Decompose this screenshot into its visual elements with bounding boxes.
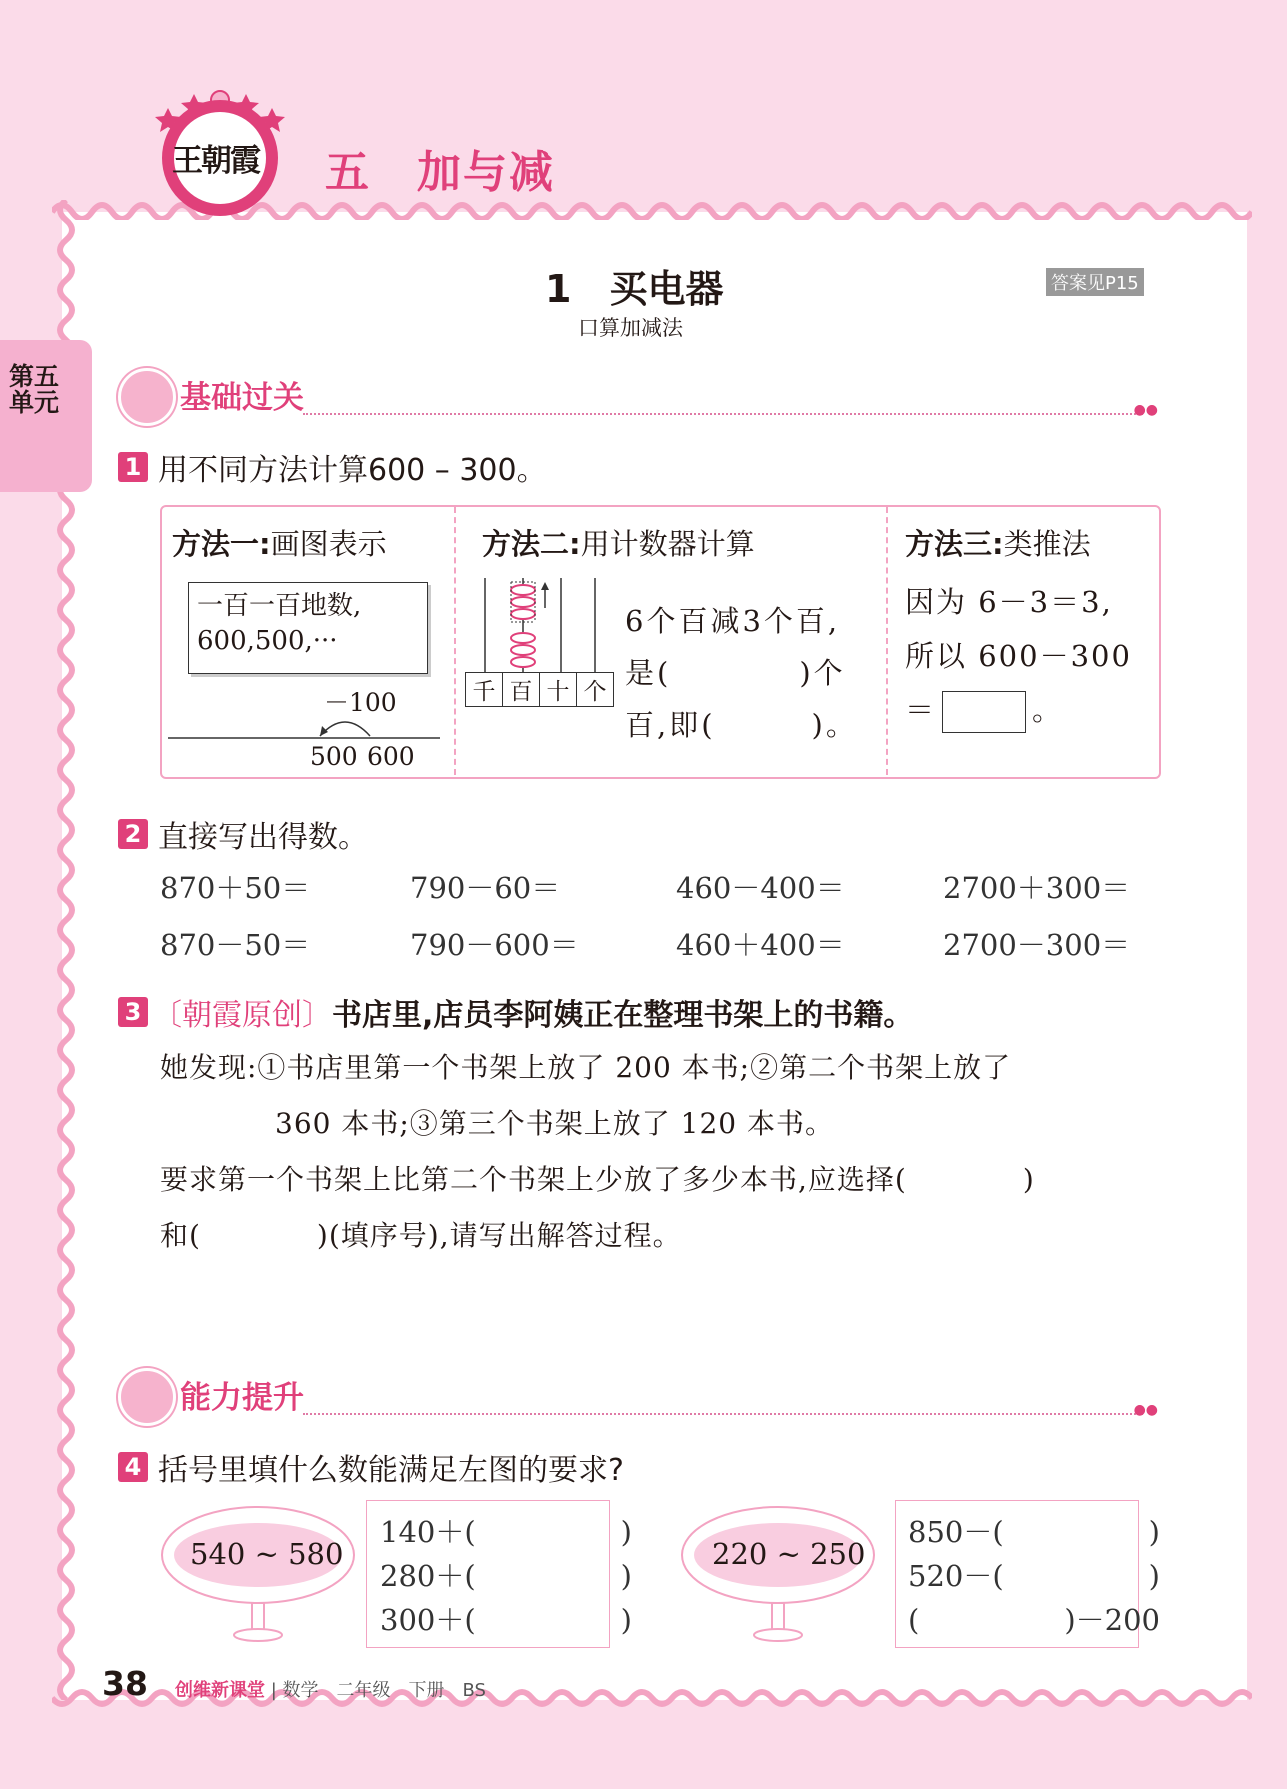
fill-item: 520－( )	[908, 1559, 1160, 1593]
section-basic-header	[118, 368, 1158, 430]
calc-item: 2700＋300＝	[943, 871, 1131, 905]
unit-title: 五 加与减	[325, 147, 555, 198]
calc-item: 790－600＝	[410, 928, 579, 962]
method-3-text: 因为 6－3＝3, 所以 600－300 ＝ 。	[905, 575, 1132, 737]
unit-side-tab	[0, 340, 92, 492]
dots-icon: ●●	[1133, 402, 1158, 418]
counting-note-box: 一百一百地数, 600,500,···	[188, 582, 428, 674]
q3-line-2: 360 本书;③第三个书架上放了 120 本书。	[275, 1107, 835, 1140]
calc-item: 790－60＝	[410, 871, 561, 905]
question-3: 3 〔朝霞原创〕书店里,店员李阿姨正在整理书架上的书籍。	[118, 990, 913, 1034]
tick-500: 500	[310, 742, 358, 771]
question-1-text: 用不同方法计算600 – 300。	[158, 453, 547, 488]
calc-item: 2700－300＝	[943, 928, 1131, 962]
question-4: 4 括号里填什么数能满足左图的要求?	[118, 1445, 624, 1489]
question-number: 1	[118, 452, 148, 482]
method-3-heading: 方法三:类推法	[905, 527, 1091, 561]
arrow-label: －100	[324, 688, 397, 717]
range-left-label: 540 ~ 580	[190, 1537, 344, 1571]
q3-line-1: 她发现:①书店里第一个书架上放了 200 本书;②第二个书架上放了	[160, 1051, 1012, 1084]
calc-item: 870＋50＝	[160, 871, 311, 905]
fill-item: 300＋( )	[380, 1603, 632, 1637]
mascot-icon	[118, 1368, 176, 1426]
mascot-icon	[118, 368, 176, 426]
range-right-label: 220 ~ 250	[712, 1537, 866, 1571]
fill-item: ( )－200	[908, 1603, 1160, 1637]
fill-item: 280＋( )	[380, 1559, 632, 1593]
question-2: 2 直接写出得数。	[118, 812, 368, 856]
section-advanced-header	[118, 1368, 1158, 1430]
dots-icon: ●●	[1133, 1402, 1158, 1418]
q3-line-3: 要求第一个书架上比第二个书架上少放了多少本书,应选择( )	[160, 1163, 1035, 1196]
q3-line-4: 和( )(填序号),请写出解答过程。	[160, 1219, 682, 1252]
page-number: 38	[102, 1664, 148, 1703]
lesson-subtitle: 口算加减法	[578, 316, 683, 340]
answer-box[interactable]	[942, 691, 1026, 733]
fill-item: 850－( )	[908, 1515, 1160, 1549]
calc-item: 460＋400＝	[676, 928, 845, 962]
method-2-text: 6个百减3个百, 是( )个 百,即( )。	[625, 604, 858, 742]
footer-info: 创维新课堂 | 数学 二年级 下册 BS	[175, 1680, 486, 1701]
calc-item: 460－400＝	[676, 871, 845, 905]
method-2-heading: 方法二:用计数器计算	[482, 527, 755, 561]
tick-600: 600	[367, 742, 415, 771]
logo-text: 王朝霞	[172, 143, 259, 179]
original-tag: 〔朝霞原创〕	[152, 998, 332, 1033]
calc-item: 870－50＝	[160, 928, 311, 962]
range-sign-right	[680, 1505, 880, 1645]
side-tab-label: 第五单元	[8, 362, 59, 417]
method-1-heading: 方法一:画图表示	[172, 527, 387, 561]
lesson-title: 1 买电器	[545, 267, 724, 311]
section-advanced-title: 能力提升	[180, 1380, 304, 1416]
place-value-labels: 千 百 十 个	[465, 672, 614, 707]
range-sign-left	[160, 1505, 360, 1645]
section-basic-title: 基础过关	[180, 380, 304, 416]
fill-item: 140＋( )	[380, 1515, 632, 1549]
answer-reference: 答案见P15	[1046, 268, 1144, 296]
question-1	[118, 445, 547, 489]
